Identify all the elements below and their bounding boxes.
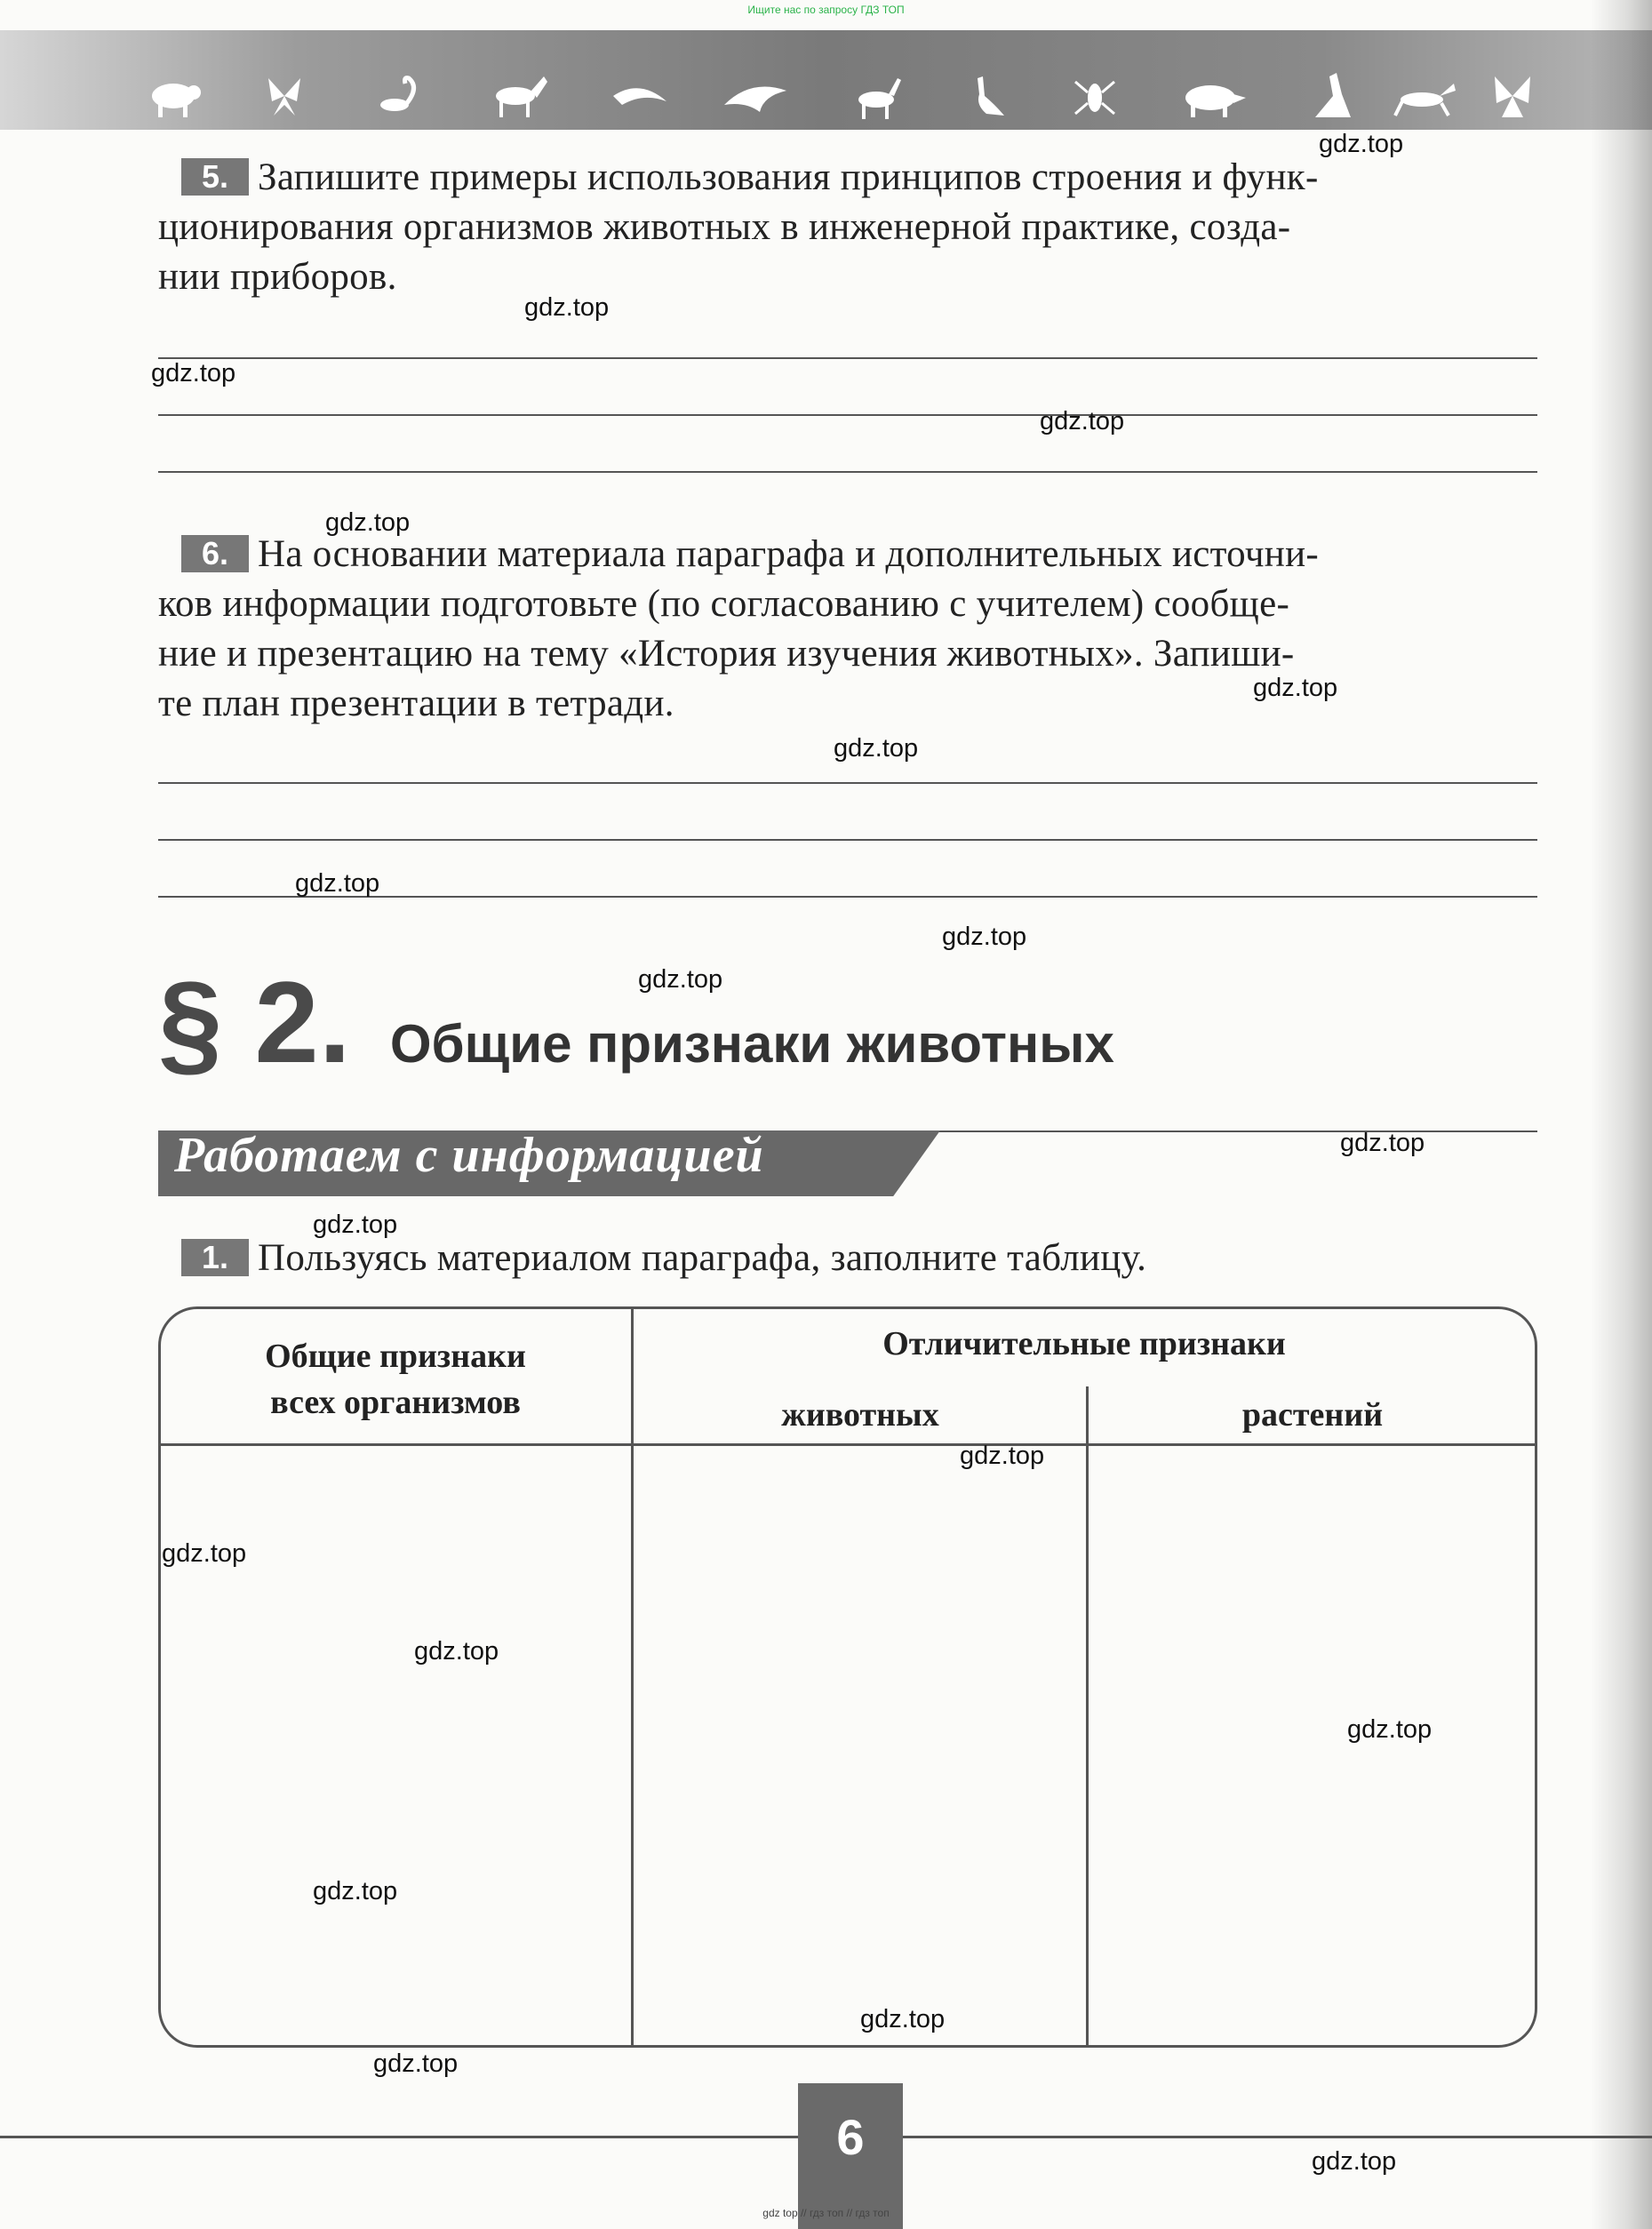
- boar-icon: [1185, 85, 1246, 117]
- task6-number: 6.: [181, 535, 249, 572]
- task6-line-1: На основании материала параграфа и дополнительных источни-: [258, 533, 1320, 575]
- task5-line-1: Запишите примеры использования принципов строения и функ-: [258, 156, 1319, 198]
- table-header-common-line2: всех организмов: [270, 1384, 521, 1421]
- watermark: gdz.top: [1340, 1129, 1425, 1157]
- watermark: gdz.top: [295, 869, 380, 898]
- table-cell-plants[interactable]: [1089, 1447, 1536, 2046]
- heron-icon: [978, 76, 1004, 116]
- bottom-note: gdz top // гдз топ // гдз топ: [762, 2207, 890, 2219]
- horse-icon: [496, 76, 547, 117]
- task5-line-3: нии приборов.: [158, 256, 397, 298]
- watermark: gdz.top: [1253, 674, 1338, 702]
- watermark: gdz.top: [1040, 407, 1125, 435]
- page-shadow: [1591, 0, 1652, 2229]
- answer-line[interactable]: [158, 414, 1537, 416]
- table-header-divider: [160, 1443, 1536, 1446]
- watermark: gdz.top: [524, 293, 610, 322]
- table-cell-common[interactable]: [160, 1447, 631, 2046]
- bird-icon: [613, 88, 666, 105]
- table-header-common: [160, 1333, 631, 1426]
- watermark: gdz.top: [373, 2049, 459, 2078]
- watermark: gdz.top: [313, 1210, 398, 1239]
- task6-line-4: те план презентации в тетради.: [158, 683, 674, 724]
- task5-line-2: ционирования организмов животных в инженерной практике, созда-: [158, 206, 1291, 248]
- insect-icon: [1075, 82, 1114, 114]
- scorpion-icon: [380, 78, 414, 111]
- task6-line-3: ние и презентацию на тему «История изучения животных». Запиши-: [158, 633, 1295, 675]
- paragraph-heading: [158, 955, 1114, 1089]
- task1-number: 1.: [181, 1239, 249, 1276]
- divider: [889, 1130, 1537, 1132]
- answer-line[interactable]: [158, 357, 1537, 359]
- watermark: gdz.top: [414, 1637, 499, 1666]
- watermark: gdz.top: [942, 923, 1027, 951]
- watermark: gdz.top: [1312, 2147, 1397, 2176]
- dolphin-icon: [724, 87, 786, 112]
- watermark: gdz.top: [162, 1539, 247, 1568]
- table-cell-animals[interactable]: [634, 1447, 1086, 2046]
- bison-icon: [152, 84, 201, 117]
- watermark: gdz.top: [960, 1442, 1045, 1470]
- answer-line[interactable]: [158, 471, 1537, 473]
- page-number: 6: [836, 2109, 865, 2165]
- watermark: gdz.top: [325, 508, 411, 537]
- butterfly-icon: [268, 78, 300, 116]
- paragraph-symbol: § 2.: [158, 957, 351, 1087]
- watermark: gdz.top: [1347, 1715, 1433, 1744]
- top-note: Ищите нас по запросу ГДЗ ТОП: [747, 4, 905, 16]
- table-header-common-line1: Общие признаки: [265, 1338, 526, 1375]
- task6-line-2: ков информации подготовьте (по согласованию с учителем) сообще-: [158, 583, 1290, 625]
- header-animal-icons: [151, 69, 1537, 123]
- answer-line[interactable]: [158, 839, 1537, 841]
- task5-number: 5.: [181, 158, 249, 196]
- kangaroo-icon: [1315, 73, 1351, 117]
- section-banner-text: Работаем с информацией: [174, 1128, 764, 1183]
- watermark: gdz.top: [1319, 130, 1404, 158]
- table-header-animals: животных: [781, 1396, 939, 1434]
- paragraph-title: Общие признаки животных: [389, 1014, 1114, 1074]
- watermark: gdz.top: [860, 2005, 946, 2033]
- watermark: gdz.top: [834, 734, 919, 763]
- moth-icon: [1495, 76, 1530, 117]
- watermark: gdz.top: [638, 965, 723, 994]
- watermark: gdz.top: [151, 359, 236, 387]
- table-header-plants: растений: [1241, 1396, 1384, 1434]
- task1-text: Пользуясь материалом параграфа, заполните таблицу.: [258, 1237, 1147, 1279]
- table-header-group: Отличительные признаки: [882, 1325, 1286, 1362]
- watermark: gdz.top: [313, 1877, 398, 1905]
- dog-icon: [1395, 84, 1456, 116]
- deer-icon: [858, 78, 901, 119]
- answer-line[interactable]: [158, 782, 1537, 784]
